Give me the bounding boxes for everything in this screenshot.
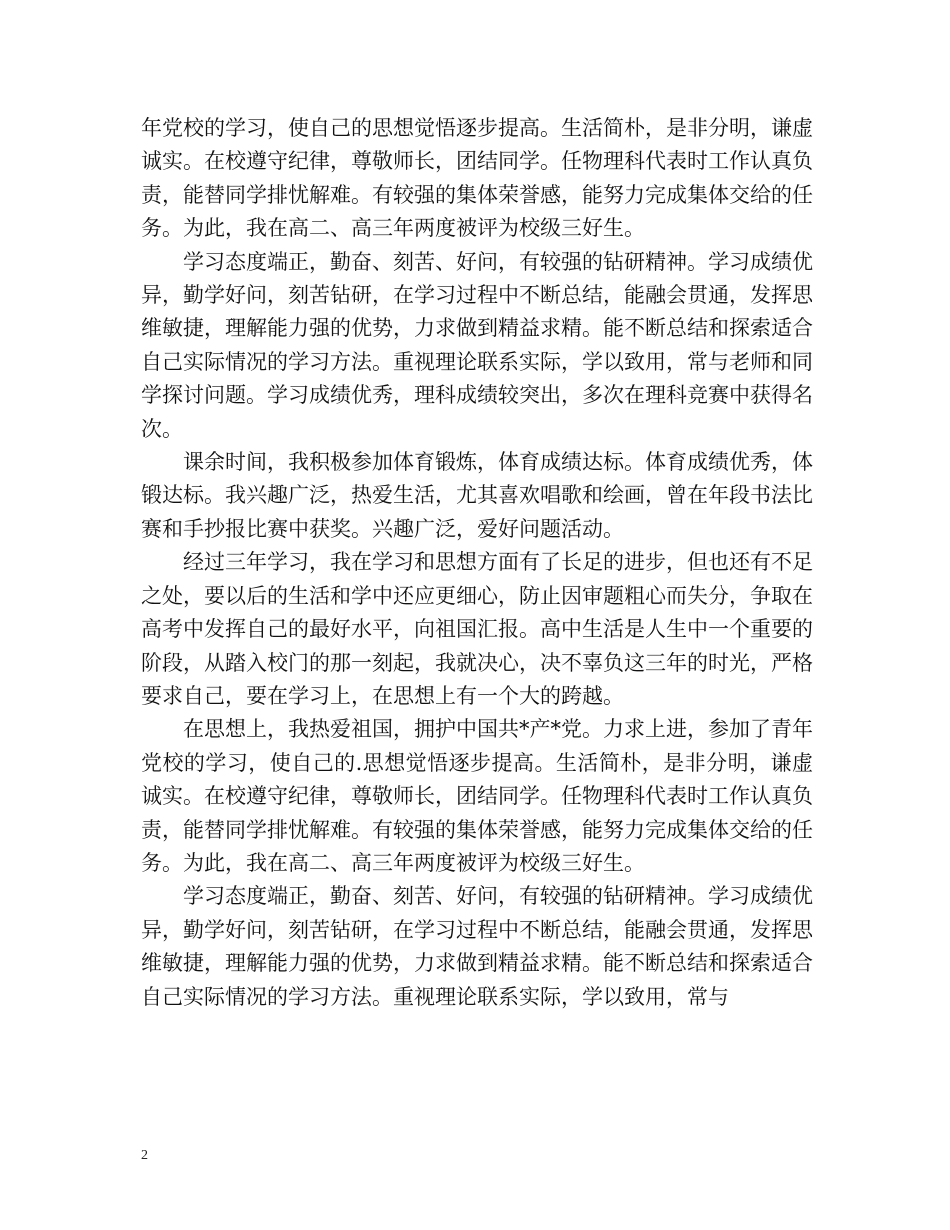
paragraph-5: 在思想上，我热爱祖国，拥护中国共*产*党。力求上进，参加了青年党校的学习，使自己的.思想觉悟逐步提高。生活简朴，是非分明，谦虚诚实。在校遵守纪律，尊敬师长，团结同学。任物理科代表时工作认真负责，能替同学排忧解难。有较强的集体荣誉感，能努力完成集体交给的任务。为此，我在高二、高三年两度被评为校级三好生。 [141, 717, 813, 875]
document-body [141, 112, 813, 1014]
page-number: 2 [141, 1148, 148, 1163]
paragraph-2: 学习态度端正，勤奋、刻苦、好问，有较强的钻研精神。学习成绩优异，勤学好问，刻苦钻研，在学习过程中不断总结，能融会贯通，发挥思维敏捷，理解能力强的优势，力求做到精益求精。能不断总结和探索适合自己实际情况的学习方法。重视理论联系实际，学以致用，常与老师和同学探讨问题。学习成绩优秀，理科成绩较突出，多次在理科竞赛中获得名次。 [141, 249, 813, 441]
paragraph-1: 年党校的学习，使自己的思想觉悟逐步提高。生活简朴，是非分明，谦虚诚实。在校遵守纪律，尊敬师长，团结同学。任物理科代表时工作认真负责，能替同学排忧解难。有较强的集体荣誉感，能努力完成集体交给的任务。为此，我在高二、高三年两度被评为校级三好生。 [141, 116, 813, 241]
paragraph-6: 学习态度端正，勤奋、刻苦、好问，有较强的钻研精神。学习成绩优异，勤学好问，刻苦钻研，在学习过程中不断总结，能融会贯通，发挥思维敏捷，理解能力强的优势，力求做到精益求精。能不断总结和探索适合自己实际情况的学习方法。重视理论联系实际，学以致用，常与 [141, 884, 813, 1009]
paragraph-4: 经过三年学习，我在学习和思想方面有了长足的进步，但也还有不足之处，要以后的生活和学中还应更细心，防止因审题粗心而失分，争取在高考中发挥自己的最好水平，向祖国汇报。高中生活是人生中一个重要的阶段，从踏入校门的那一刻起，我就决心，决不辜负这三年的时光，严格要求自己，要在学习上，在思想上有一个大的跨越。 [141, 550, 813, 708]
paragraph-3: 课余时间，我积极参加体育锻炼，体育成绩达标。体育成绩优秀，体锻达标。我兴趣广泛，热爱生活，尤其喜欢唱歌和绘画，曾在年段书法比赛和手抄报比赛中获奖。兴趣广泛，爱好问题活动。 [141, 450, 813, 541]
